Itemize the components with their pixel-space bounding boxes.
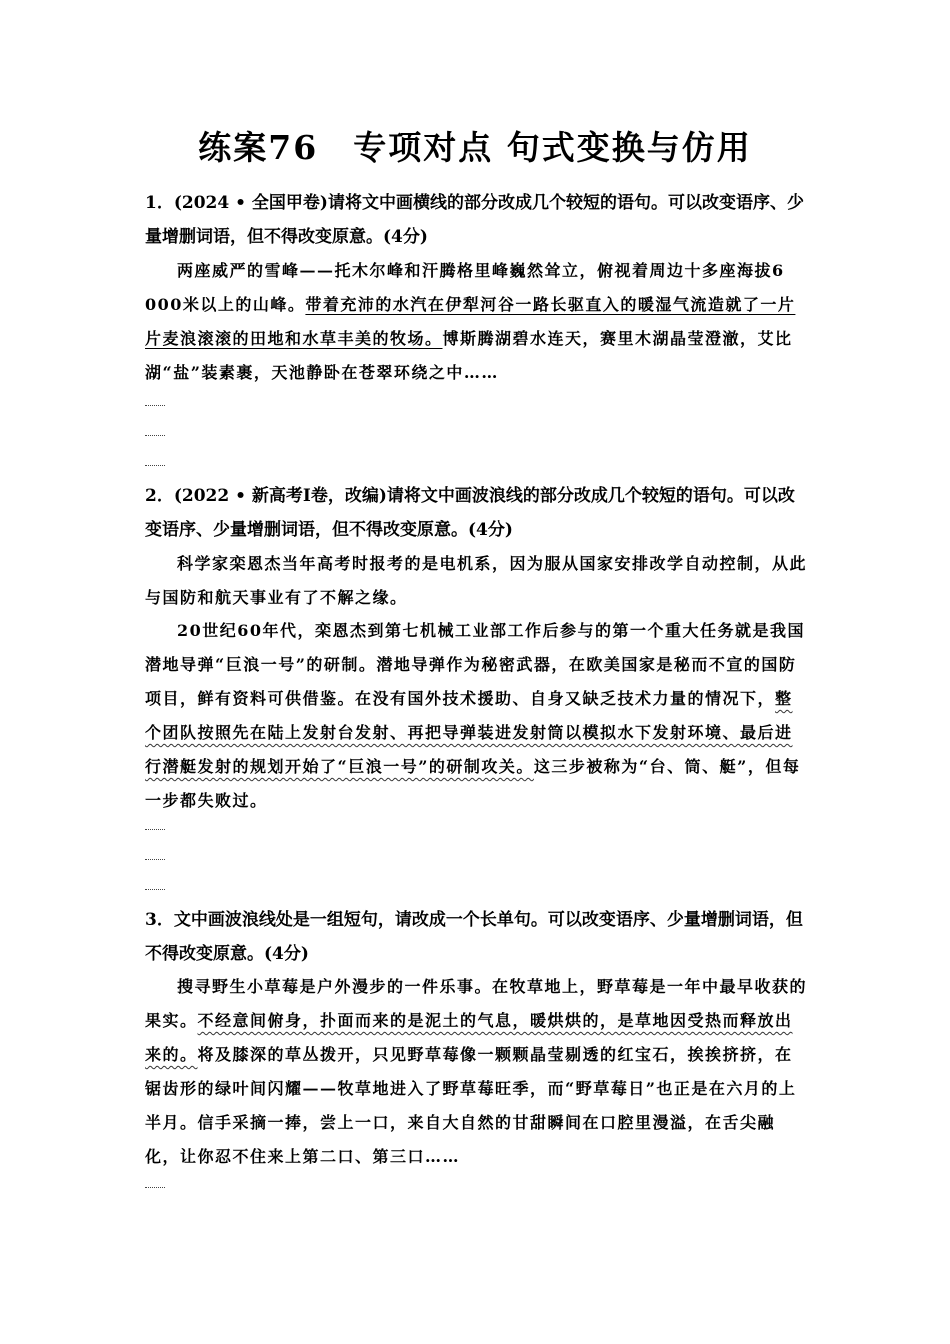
question-1-source: (2024 • 全国甲卷) [173,193,328,213]
underlined-text: 带着充沛的水汽在伊犁河谷一路长驱直入的暖湿气流造就了一片片麦浪滚滚的田地和水草丰美的牧场。 [145,295,796,348]
answer-line[interactable] [145,1185,165,1188]
wavy-underlined-text: 整个团队按照先在陆上发射台发射、再把导弹装进发射筒以模拟水下发射环境、最后进行潜艇发射的规划开始了“巨浪一号”的研制攻关。 [145,689,793,776]
answer-line[interactable] [145,827,165,830]
question-1-prompt [145,186,807,254]
page-title: 练案76 专项对点 句式变换与仿用 [198,128,752,167]
wavy-underlined-text: 不经意间俯身，扑面而来的是泥土的气息，暖烘烘的，是草地因受热而释放出来的。 [145,1011,793,1064]
passage-text: 这三步被称为“台、筒、艇”，但每一步都失败过。 [145,757,801,810]
passage-text: 搜寻野生小草莓是户外漫步的一件乐事。在牧草地上，野草莓是一年中最早收获的果实。 [145,977,808,1030]
question-2-text: 请将文中画波浪线的部分改成几个较短的语句。可以改变语序、少量增删词语，但不得改变原意。(4分) [145,486,795,540]
passage-text: 两座威严的雪峰——托木尔峰和汗腾格里峰巍然耸立，俯视着周边十多座海拔6 000米以上的山峰。 [145,261,785,314]
question-2-number: 2． [145,486,174,506]
question-1-number: 1． [145,193,174,213]
question-3-passage [145,970,807,1174]
answer-line[interactable] [145,887,165,890]
question-1-passage [145,254,807,390]
question-2-prompt [145,479,807,547]
question-2-source: (2022 • 新高考Ⅰ卷，改编) [173,486,387,506]
passage-text: 博斯腾湖碧水连天，赛里木湖晶莹澄澈，艾比湖“盐”装素裹，天池静卧在苍翠环绕之中…… [145,329,793,382]
question-2-passage-1: 科学家栾恩杰当年高考时报考的是电机系，因为服从国家安排改学自动控制，从此与国防和航天事业有了不解之缘。 [145,554,808,607]
answer-line[interactable] [145,857,165,860]
answer-line[interactable] [145,463,165,466]
question-3-text: 文中画波浪线处是一组短句，请改成一个长单句。可以改变语序、少量增删词语，但不得改变原意。(4分) [145,910,803,964]
answer-line[interactable] [145,433,165,436]
answer-line[interactable] [145,403,165,406]
question-1-text: 请将文中画横线的部分改成几个较短的语句。可以改变语序、少量增删词语，但不得改变原意。(4分) [145,193,804,247]
passage-text: 将及膝深的草丛拨开，只见野草莓像一颗颗晶莹剔透的红宝石，挨挨挤挤，在锯齿形的绿叶间闪耀——牧草地进入了野草莓旺季，而“野草莓日”也正是在六月的上半月。信手采摘一捧，尝上一口，来自大自然的甘甜瞬间在口腔里漫溢，在舌尖融化，让你忍不住来上第二口、第三口…… [145,1045,797,1166]
question-3-prompt [145,903,807,971]
question-2-passage-2 [145,614,807,818]
question-3-number: 3． [145,910,174,930]
passage-text: 20世纪60年代，栾恩杰到第七机械工业部工作后参与的第一个重大任务就是我国潜地导弹“巨浪一号”的研制。潜地导弹作为秘密武器，在欧美国家是秘而不宣的国防项目，鲜有资料可供借鉴。在没有国外技术援助、自身又缺乏技术力量的情况下， [145,621,806,708]
